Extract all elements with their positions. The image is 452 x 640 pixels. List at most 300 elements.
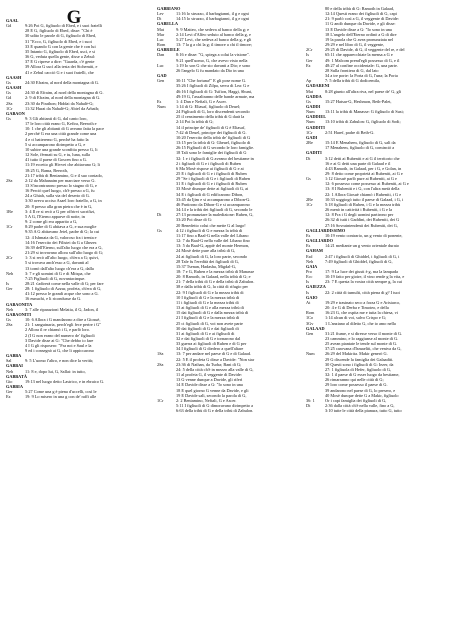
reference-text: 23:30 da Pirathon; Hiddai da Nahalè-G;	[25, 100, 94, 106]
book-abbreviation: Dt	[306, 155, 311, 161]
reference-text: 39 Allora G uscì alla testa dei Sichemiti, e	[25, 64, 98, 70]
book-abbreviation: Num	[306, 109, 315, 115]
reference-text: 14 E Davide disse a G: "Io sono in una	[176, 382, 243, 388]
reference-text: 15:27 Hatsar-G, Heshmon, Beth-Palet,	[325, 98, 392, 104]
book-abbreviation: 2Cr	[306, 47, 313, 53]
book-abbreviation: Gs	[306, 98, 311, 104]
reference-text: 31:21 fiume, e si diresse verso il monte di G.	[325, 330, 403, 336]
entry-heading: GAIEZZA	[306, 284, 326, 290]
reference-text: 19: 9 Lo misero in una g con de' raffi alle	[25, 394, 97, 400]
entry-heading: GADDA	[306, 93, 322, 99]
entry-heading: GABBIANO	[157, 6, 181, 11]
reference-text: 13 S'incontrarono presso lo stagno di G, e	[25, 183, 97, 188]
reference-text: 13: 8 I Rubeniti e i G, con l'altra metà della	[325, 186, 400, 192]
book-abbreviation: Gs	[6, 90, 11, 96]
book-abbreviation: Num	[157, 103, 166, 109]
book-abbreviation: Rom	[157, 42, 166, 48]
reference-text: 11 i figliuoli di G e la mezza tribù di	[176, 299, 239, 305]
reference-text: 11:16 lo struzzo, il barbagianni, il g e ogni	[176, 11, 249, 17]
reference-text: 12: 4 Ishmaia da G, valoroso fra i trenta e	[25, 234, 97, 240]
reference-text: 2: 9 di Efraim, al nord della montagna di G.	[25, 95, 101, 101]
reference-text: 10:20 l'esercito della tribù de' figliuoli di G	[176, 134, 251, 140]
reference-text: 4 I G gli risposero: "Fra noi e Saul e la	[25, 342, 92, 348]
reference-text: 21:29 si trovavano allora sull'alto luogo di G;	[25, 250, 103, 256]
reference-text: 21: 1 sanguinaria, perch'egli fece perire i G"	[25, 322, 102, 328]
reference-text: 2 (I G non erano del numero de' figliuoli	[25, 332, 95, 338]
book-abbreviation: Ger	[306, 57, 313, 63]
reference-text: 10: 6 Allora i G mandarono a dire a Giosuè,	[25, 317, 101, 323]
book-abbreviation: Gs	[6, 317, 11, 323]
book-abbreviation: 2Sa	[6, 322, 13, 328]
reference-text: 11:19 eccetto gli Hivvei che abitavano G; li	[25, 162, 100, 168]
entry-heading: GAAL	[6, 18, 19, 23]
book-abbreviation: At	[306, 299, 311, 305]
reference-text: 41:12 presso le grandi acque che sono a G.	[25, 291, 99, 297]
reference-text: 5 si trovava anch'esso a G, davanti al	[25, 260, 89, 266]
book-abbreviation: Gs	[306, 176, 311, 182]
reference-text: 11:32 Hurai da Nahalè-G; Abiel da Arbath;	[25, 105, 100, 111]
reference-text: 29: 8 detto come proprietà ai Rubeniti, ai G e	[325, 171, 403, 176]
book-abbreviation: Neh	[6, 368, 14, 374]
book-abbreviation: Neh	[6, 306, 14, 312]
book-abbreviation: Dt	[306, 403, 311, 409]
reference-text: 24 Mosè dette pure alla tribù di G,	[176, 248, 236, 254]
reference-text: 18: 7 e G, Ruben e la mezza tribù di Manasse	[176, 268, 255, 274]
reference-text: 33:45 da Ijim e si accamparono a Dibon-G.	[176, 196, 251, 202]
reference-text: 29 loro come possesso il paese di G.	[325, 382, 388, 388]
reference-text: 26:32 di tutti i Gaddini, dei Rubeniti, dei G	[325, 217, 400, 223]
reference-text: 24:30 di Efraim, al nord della montagna di G.	[25, 90, 104, 96]
book-abbreviation: Luc	[157, 36, 164, 42]
book-abbreviation: Ger	[6, 286, 13, 292]
reference-text: 10:33 soggiogò tutto il paese di Galaad, i G, i	[325, 196, 404, 202]
reference-text: 15 dai figliuoli di G e dalla mezza tribù di	[176, 310, 249, 316]
book-abbreviation: Esd	[306, 253, 313, 259]
reference-text: 2: 2 Beniamino, Neftali, G e Ascer.	[176, 397, 237, 403]
reference-text: 33 guerra ai figliuoli di Ruben e di G per	[176, 341, 247, 347]
book-abbreviation: Is	[306, 279, 310, 285]
entry-heading: GAIA	[306, 263, 318, 269]
book-abbreviation: Mar	[157, 31, 165, 37]
reference-text: 8:29 padre di G abitava a G, e sua moglie	[25, 224, 97, 230]
reference-text: 25 E i figliuoli di G e i figliuoli di Ruben	[176, 171, 247, 176]
reference-text: 5 A G, l'Eterno apparve di notte, in	[25, 213, 85, 219]
book-abbreviation: Dt	[157, 16, 162, 22]
reference-text: 3:12 detti ai Rubeniti e ai G il territorio che	[325, 155, 400, 161]
reference-text: 27: 1 figliuola di Hefer, figliuolo di G,	[325, 366, 392, 372]
reference-text: 1: 3 si recò all'alto luogo, ch'era a G; quivi,	[25, 255, 99, 261]
reference-text: 9: 3 Gli abitanti di G, dal canto loro,	[25, 115, 88, 121]
reference-text: 20: 8 presso alla gran pietra che è in G,	[25, 203, 93, 209]
reference-text: 32: 1 e i figliuoli di G aveano del bestiame in	[176, 155, 254, 161]
reference-text: 5 si accamparono dirimpetto a G, e	[25, 141, 86, 147]
reference-text: 21: 9 parlò così a G, il veggente di Davide:	[325, 16, 399, 22]
reference-text: 1:14 di G: Eliasaf, figliuolo di Deuel;	[176, 103, 241, 109]
reference-text: Or i capi famiglia dei figliuoli di G,	[325, 397, 387, 403]
reference-text: 48:27 al confine occidentale: G, una parte.	[325, 62, 399, 68]
reference-text: 25 il censimento della tribù di G darà la	[176, 114, 245, 120]
book-abbreviation: Ecc	[306, 274, 313, 280]
reference-text: 27:13 pronunziare la maledizione: Ruben, G,	[176, 212, 254, 218]
reference-text: 9 ed i consegnò ai G, che li appiccarono	[25, 348, 94, 353]
book-abbreviation: Neh	[306, 258, 314, 264]
reference-text: 3:30 aveva ucciso Asael loro fratello, a G, in	[25, 198, 102, 204]
reference-text: 19:29 e trasinato seco a forza G e Aristarco,	[325, 299, 401, 305]
reference-text: 31 ai figliuoli di G e ai figliuoli di	[176, 330, 235, 336]
reference-text: 9:21 quell'uomo, G, che avevo visto nella	[176, 57, 248, 63]
reference-text: 31 E i figliuoli di G e i figliuoli di Ruben	[176, 181, 247, 187]
entry-heading: GABAONITI	[6, 311, 32, 317]
reference-text: 9:26 Poi G, figliuolo di Ebed, e i suoi fratelli	[25, 23, 102, 29]
book-abbreviation: Ez	[6, 394, 11, 400]
reference-text: 1:19 Io son G che sto davanti a Dio; e sono	[176, 62, 251, 68]
reference-text: 18 E quel giorno G venne da Davide, e gli	[176, 387, 249, 393]
book-abbreviation: Num	[306, 119, 315, 125]
reference-text: 22: 5 E il profeta G disse a Davide: "Non star	[176, 356, 255, 362]
book-abbreviation: Sal	[6, 358, 12, 364]
reference-text: 24 a Ghiah, sulla via del deserto di G.	[25, 193, 90, 199]
reference-text: 19:13 nel luogo detto Lastrico, e in ebraico G.	[25, 378, 105, 384]
entry-heading: GAD	[157, 73, 167, 79]
book-abbreviation: 3Gv	[306, 320, 314, 326]
reference-text: 17 Menahem, figliuolo di G, cominciò a	[325, 145, 395, 151]
reference-text: 28:21 s'adirerà come nella valle di G; per fare	[25, 280, 104, 286]
book-abbreviation: 1Re	[6, 208, 13, 214]
reference-text: 2 perché G era una città grande come una	[25, 131, 97, 137]
reference-text: 7:42 di Deuel, principe dei figliuoli di G.	[176, 129, 247, 135]
book-abbreviation: 2Sa	[157, 361, 164, 367]
entry-heading: GAGLIARDO	[306, 238, 333, 244]
reference-text: 24 ai figliuoli di G, la loro parte, secondo	[176, 253, 248, 259]
reference-text: 17 le loro città erano G, Kefira, Beeroth e	[25, 121, 97, 127]
entry-heading: GALAAD	[306, 325, 325, 331]
reference-text: 4:12 i figliuoli di G e mezza la tribù di	[176, 227, 243, 233]
reference-text: 33 E quando G con la gente che è con lui	[25, 43, 96, 49]
book-abbreviation: Lev	[157, 11, 164, 17]
reference-text: 41 tutto il paese di Goscen fino a G.	[25, 157, 87, 163]
reference-text: 11:17 fino a Baal-G nella valle del Libano	[176, 232, 249, 238]
reference-text: 18 L'angelo dell'Eterno ordinò a G di dire	[325, 31, 397, 37]
reference-text: 13 tornò dall'alto luogo ch'era a G, dalla	[25, 265, 94, 271]
reference-text: 2:47 i figliuoli di Ghiddel, i figliuoli di G, i	[325, 253, 400, 259]
book-abbreviation: Es	[157, 98, 162, 104]
reference-text: 2 i figliuoli di G e i figliuoli di Ruben	[176, 160, 241, 166]
reference-text: 19 la parola che G avea pronunziata nel	[325, 36, 394, 42]
reference-text: 29:29 e nel libro di G, il veggente,	[325, 42, 385, 48]
book-abbreviation: Luc	[157, 62, 164, 68]
book-abbreviation: Gd	[6, 95, 12, 101]
reference-text: 10:19 vento contrario, un g vento di ponente,	[325, 232, 403, 238]
reference-text: 80 e della tribù di G: Ramoth in Galaad,	[325, 6, 395, 11]
reference-text: 3:10 tutte le città della pianura, tutto G, tutto	[325, 408, 402, 414]
reference-text: 13 E Davide disse a G: "Io sono in una	[325, 26, 392, 32]
reference-text: 18:25 G, Rama, Beeroth,	[25, 167, 68, 173]
reference-text: 9: 9 Matteo, che sedeva al banco della g; e	[176, 26, 250, 32]
reference-text: 30 udito le parole di G, figliuolo di Ebed,	[25, 33, 97, 39]
reference-text: 22: 1 Allora Giosuè chiamò i Rubeniti, i G e	[325, 191, 402, 197]
reference-text: 4:43 Ramoth, in Galaad, per i G, e Golan, in	[325, 165, 402, 171]
entry-heading: GABAON	[6, 110, 25, 116]
reference-text: 12: 6 possesso come possesso ai Rubeniti, ai G e	[325, 181, 409, 187]
reference-text: 24:30 Efraim, al nord della montagna di G.	[25, 79, 100, 85]
reference-text: 26:15 Figliuoli di G secondo le loro famiglie.	[176, 145, 255, 151]
reference-text: 16:39 dell'Eterno, sull'alto luogo che era a G,	[25, 244, 103, 250]
entry-heading: GADARENI	[306, 83, 330, 89]
book-abbreviation: Is	[306, 52, 310, 58]
reference-text: 34 I figliuoli di G diedero a quell'altare	[176, 346, 244, 352]
book-abbreviation: Gen	[157, 78, 165, 84]
reference-text: 14:15 lo struzzo, il barbagianni, il g e ogni	[176, 16, 250, 22]
reference-text: 2:51 Haref, padre di Beth-G.	[325, 129, 375, 135]
entry-heading: GAIO	[306, 294, 318, 300]
reference-text: 20: 8 Ramoth, in Galaad, nella tribù di G; e	[176, 274, 251, 280]
reference-text: 40 Mosè dunque dette G a Makir, figliuolo	[325, 392, 399, 398]
book-abbreviation: Rom	[306, 310, 315, 316]
book-abbreviation: 2Re	[306, 140, 313, 146]
reference-text: 24 Figliuoli di G, loro discendenti secondo	[176, 109, 250, 115]
reference-text: 2 Allora il re chiamò i G, e parlò loro.	[25, 327, 91, 333]
book-abbreviation: Gs	[157, 227, 162, 233]
reference-text: 37 E G riprese a dire: "Guarda, c'è gente	[25, 59, 95, 65]
reference-text: 26 menò in cattività i Rubeniti, i G e la	[325, 207, 393, 213]
entry-heading: GADDI	[306, 103, 321, 109]
reference-text: 13: 7 la g a chi la g; il timore a chi il timore;	[176, 42, 253, 48]
book-abbreviation: 1Co	[306, 315, 314, 321]
book-abbreviation: Is	[306, 289, 310, 295]
reference-text: 34:14 e la tribù dei figliuoli di G, secondo le	[176, 207, 253, 213]
book-abbreviation: Gs	[6, 79, 11, 85]
reference-text: 30:11 "Che fortuna!" E gli pose nome G.	[176, 78, 247, 84]
reference-text: 30 Questi sono i figliuoli di G: Iezer, da	[325, 361, 394, 367]
book-abbreviation: 1Cr	[6, 105, 13, 111]
reference-text: 4 e ci batteremo G, perché ha fatto la	[25, 136, 89, 142]
entry-heading: GADITI	[306, 150, 322, 156]
reference-text: 39 andarono nel paese di G, lo presero, e	[325, 387, 396, 393]
reference-text: 34 E i figliuoli di G edificarono Dibon,	[176, 191, 244, 197]
book-abbreviation: 1Sa	[157, 351, 164, 357]
reference-text: 25 avean piantate le tende sul monte di G.	[325, 341, 398, 347]
reference-text: 27:16 Sovraintendenti dei Rubeniti, dei G,	[325, 222, 398, 228]
section-letter: G	[66, 7, 82, 28]
reference-text: 10: 1 che gli abitanti di G aveano fatta la pace	[25, 126, 104, 132]
reference-text: 38 e dalla tribù di G, la città di rifugio per	[176, 284, 248, 290]
book-abbreviation: Gs	[6, 115, 11, 121]
reference-text: 7:49 figliuoli di Ghiddel, figliuoli di G,	[325, 258, 393, 264]
reference-text: 31 "Ecco, G, figliuolo di Ebed, e i suoi	[25, 38, 92, 44]
reference-text: 7: 5 della tribù di G dodicemila,	[325, 78, 381, 84]
book-abbreviation: 1Cr	[306, 201, 313, 207]
reference-text: 37:25 carovana d'Ismaeliti, che veniva da G,	[325, 346, 402, 352]
reference-text: 5:18 figliuoli di Ruben, i G e la mezza tribù	[325, 201, 401, 207]
reference-text: 13 G venne dunque a Davide, gli riferì	[176, 377, 243, 383]
reference-text: 13:15 per la tribù di G: Gheuel, figliuolo di	[176, 140, 251, 146]
reference-text: 14:16 l'esercito dei Filistei da G a Ghezer.	[25, 239, 98, 245]
entry-heading: GABBAI	[6, 363, 23, 369]
reference-text: 25 ci figliuoli di G, voi non avete parte	[176, 320, 243, 326]
reference-text: 6:63 della tribù di G e della tribù di Zabulon.	[176, 408, 254, 414]
reference-text: 36 G, veduta quella gente, disse a Zebul:	[25, 54, 96, 60]
entry-heading: GADI	[306, 134, 318, 140]
reference-text: 7:25 Figliuoli di G, novantacinque.	[25, 275, 86, 281]
book-abbreviation: Mat	[157, 26, 164, 32]
reference-text: 10:19 fatto per gioire, il vino rende g la vita, e	[325, 274, 405, 280]
book-abbreviation: 2Sa	[6, 100, 13, 106]
reference-text: 6 Ma Mosè rispose ai figliuoli di G e ai	[176, 165, 244, 171]
book-abbreviation: Es	[306, 243, 311, 249]
reference-text: 16 e ai G detti una parte di Galaad e il	[325, 160, 391, 166]
book-abbreviation: Ger	[6, 389, 13, 395]
entry-heading: GAASH	[6, 74, 22, 80]
reference-text: 23:36 di Nathan, da Tsoba; Bani di G;	[176, 361, 242, 367]
reference-text: 3 Davide disse ai G: "Che debbo io fare	[25, 337, 94, 343]
book-abbreviation: 2Re	[306, 196, 313, 202]
book-abbreviation: Es	[306, 232, 311, 238]
reference-text: 11 al profeta G, il veggente di Davide:	[176, 372, 242, 378]
reference-text: 13: 7 per andare nel paese di G e di Galaad.	[176, 351, 252, 357]
book-abbreviation: 2Sa	[6, 177, 13, 183]
reference-text: 24: 5 della città ch'è in mezzo alla valle di G,	[176, 366, 254, 372]
reference-text: 28 Tale fu l'eredità dei figliuoli di G,	[176, 258, 239, 264]
reference-text: 12 Sole, fèrmati su G, e tu, luna, sulla	[25, 152, 90, 158]
reference-text: 22: 9 I figliuoli di G e la mezza tribù di	[176, 289, 244, 295]
reference-text: 12:14 Questi erano dei figliuoli di G, capi	[325, 11, 397, 17]
reference-text: 14 il principe de' figliuoli di G è Eliasaf,	[176, 124, 246, 130]
reference-text: 23 cammino, e lo raggiunse al monte di G.	[325, 336, 399, 341]
reference-text: 34 a tre porte: la Porta di G, l'una; la Porta	[325, 73, 398, 79]
reference-text: 23: 7 E questa la vostra città sempre g, la cui	[325, 279, 402, 285]
book-abbreviation: Neh	[6, 270, 14, 276]
entry-heading: GADDITI	[306, 124, 325, 130]
entry-heading: GABBATÀ	[6, 373, 27, 379]
entry-heading: GAGLIARDISSIMO	[306, 227, 346, 233]
reference-text: 9: 5 L'uomo f'altro, e non dice la verità;	[25, 358, 94, 364]
entry-heading: GADDIEL	[306, 114, 327, 120]
reference-text: 29 "Se i figliuoli di G e i figliuoli di Ruben	[176, 176, 251, 182]
reference-text: 3: 7 alle riparazioni Melatia, il G, Jadon, il	[25, 306, 99, 312]
book-abbreviation: 2Cr	[6, 255, 13, 261]
reference-text: 26 rimarranno qui nelle città di G;	[325, 377, 384, 383]
reference-text: 1:12 Giosuè parlò pure ai Rubeniti, ai G e	[325, 176, 397, 182]
reference-text: 29 G discende la famiglia dei Galaaditi.	[325, 356, 394, 362]
reference-line	[306, 408, 444, 413]
reference-text: 28 E G, figliuolo di Ebed, disse: "Chi è	[25, 28, 93, 34]
entry-heading: GABELLA	[157, 21, 179, 27]
reference-text: 21: 7 della tribù di G e della tribù di Zabulon.	[176, 279, 255, 285]
book-abbreviation: Ap	[306, 78, 312, 84]
entry-heading: GAHAM	[306, 248, 323, 254]
reference-text: 26 l'angelo G fu mandato da Dio in una	[176, 67, 244, 73]
reference-text: 21:17 tribù di Beniamino, G e il suo contado,	[25, 172, 103, 178]
reference-text: 10 I figliuoli di G e la mezza tribù di	[176, 294, 240, 300]
reference-text: 22: 2 città di tumulti, città piena di g? I tuoi	[325, 289, 400, 295]
book-abbreviation: Gio	[6, 378, 13, 384]
reference-text: 12: 8 Fra i G degli uomini partirono per	[325, 212, 394, 218]
book-abbreviation: 1Cr	[157, 397, 164, 403]
reference-text: 30 dai figliuoli di G e dai figliuoli di	[176, 325, 239, 331]
book-abbreviation: Num	[306, 351, 315, 357]
reference-text: 15:14 E Menahem, figliuolo di G, salì da	[325, 140, 396, 146]
reference-text: 11: 8 e, dopo lui, G, Sallai: in tutto,	[25, 368, 86, 374]
book-abbreviation: Gd	[6, 23, 12, 29]
book-abbreviation: Dan	[157, 52, 165, 58]
reference-text: 9:35 A G abitavano Jeiel, padre di G; la cui	[25, 229, 100, 235]
book-abbreviation: Mat	[306, 88, 313, 94]
reference-text: 35:26 I figliuoli di Zilpa, serva di Lea: G e	[176, 83, 250, 89]
reference-text: 5:11 I figliuoli di G dimoravano dirimpetto a	[176, 403, 254, 409]
reference-text: 13 ai figliuoli di G e alla mezza tribù di	[176, 305, 244, 311]
reference-text: 46:16 I figliuoli di G: Tsifion, Haggi, Shuni,	[176, 88, 253, 94]
reference-text: 33 Mosè diunque dette ai figliuoli di G, ai	[176, 186, 249, 192]
reference-text: 2:12 da Mahanaim per marciare verso G.	[25, 177, 96, 183]
reference-text: 1:14 alcun di voi, salvo Crispo e G;	[325, 315, 387, 321]
reference-text: 49: 1 Malcom prend'egli possesso di G, e il	[325, 57, 400, 63]
book-abbreviation: Gen	[306, 330, 314, 336]
reference-text: 21 I figliuoli di G e la mezza tribù di	[176, 315, 240, 321]
reference-text: 20: 4 e G di Derba e Timoteo, e della	[325, 305, 389, 311]
reference-text: 16:23 G, che ospita me e tutta la chiesa, vi	[325, 310, 398, 316]
book-abbreviation: Dt	[157, 212, 162, 218]
book-abbreviation: 1Cr	[306, 129, 313, 135]
reference-text: 2:14 Poi la tribù di G;	[176, 119, 214, 125]
reference-text: 11 G andò dunque da Davide, e gli disse:	[325, 21, 396, 27]
reference-text: 5:27 Levi, che sedeva al banco della g, e gli	[176, 36, 252, 42]
reference-text: 26:29 del Makirita. Makir generò G.	[325, 351, 388, 357]
reference-text: 8:16 e disse: "G, spiega a colui la visione".	[176, 52, 250, 58]
column-3	[306, 6, 444, 413]
book-abbreviation: Ez	[306, 62, 311, 68]
reference-text: 13:10 tribù di Zabulon: G, figliuolo di Sodi;	[325, 119, 401, 125]
reference-text: 28 Sulla frontiera di G, dal lato	[325, 67, 379, 73]
column-1	[6, 18, 144, 400]
reference-text: 32: 1 il paese di G esser luogo da bestiame,	[325, 372, 400, 378]
reference-text: 28: 1 figliuolo di Azzur, profeta, ch'era di G,	[25, 286, 102, 292]
reference-text: 13: 5 da Baal-G, appiè del monte Hermon,	[176, 243, 250, 249]
reference-text: 49:19 G, l'assaliranno delle bande armate, ma	[176, 93, 255, 99]
reference-text: 5:27 Come una g è piena d'uccelli, così le	[25, 389, 97, 395]
reference-text: 3: 7 e gli uomini di G e di Mitspa, che	[25, 270, 91, 276]
entry-heading: GAASH	[6, 85, 22, 91]
reference-text: 1 L'anziano al diletto G, che io amo nella	[325, 320, 396, 326]
reference-text: 8:28 giunto all'altra riva, nel paese de' G, gli	[325, 88, 402, 94]
book-abbreviation: 36: 1	[306, 397, 315, 403]
reference-line	[157, 408, 295, 413]
reference-text: 12: 7 da Baal-G nella valle del Libano fino	[176, 238, 250, 244]
book-abbreviation: Pro	[306, 268, 312, 274]
reference-text: 2:14 Levi d'Alfeo seduto al banco della g, e	[176, 31, 251, 37]
reference-text: 13:11 la tribù di Manasse: G figliuolo di Susi;	[325, 109, 404, 115]
reference-text: 65:11 che apparecchiate la mensa a G e	[325, 52, 393, 58]
book-abbreviation: Is	[6, 280, 10, 286]
reference-text: 10 subire una grande sconfitta presso G, li	[25, 146, 98, 152]
entry-heading: GABRIELE	[157, 47, 180, 53]
column-2	[157, 6, 295, 413]
reference-text: 14:21 mediante un g vento orientale durato	[325, 243, 399, 249]
reference-text: 16 Perciò quel luogo, ch'è presso a G, fu	[25, 188, 95, 194]
entry-heading: GABBIA	[6, 384, 23, 390]
entry-heading: GABAONITA	[6, 301, 33, 307]
reference-text: 9: 2 come gli era apparito a G,	[25, 219, 78, 225]
reference-text: 33:20 Poi disse di G:	[176, 217, 213, 223]
reference-text: 41 e Zebul cacciò G e i suoi fratelli, che	[25, 69, 94, 75]
reference-text: 29:25 di Davide, di G, il veggente del re, e del	[325, 47, 405, 53]
book-abbreviation: 1Cr	[6, 224, 13, 230]
reference-text: 35 Intanto G, figliuolo di Ebed, uscì, e si	[25, 48, 96, 54]
reference-text: 3: 4 Il re si recò a G per offrirvi sacrifizi,	[25, 208, 96, 214]
entry-heading: GABBA	[6, 353, 22, 359]
reference-text: 18 Tali sono le famiglie dei figliuoli di G	[176, 150, 247, 156]
reference-text: 46 Partirono da Dibon-G e si accamparono	[176, 201, 250, 207]
reference-line	[6, 394, 144, 399]
